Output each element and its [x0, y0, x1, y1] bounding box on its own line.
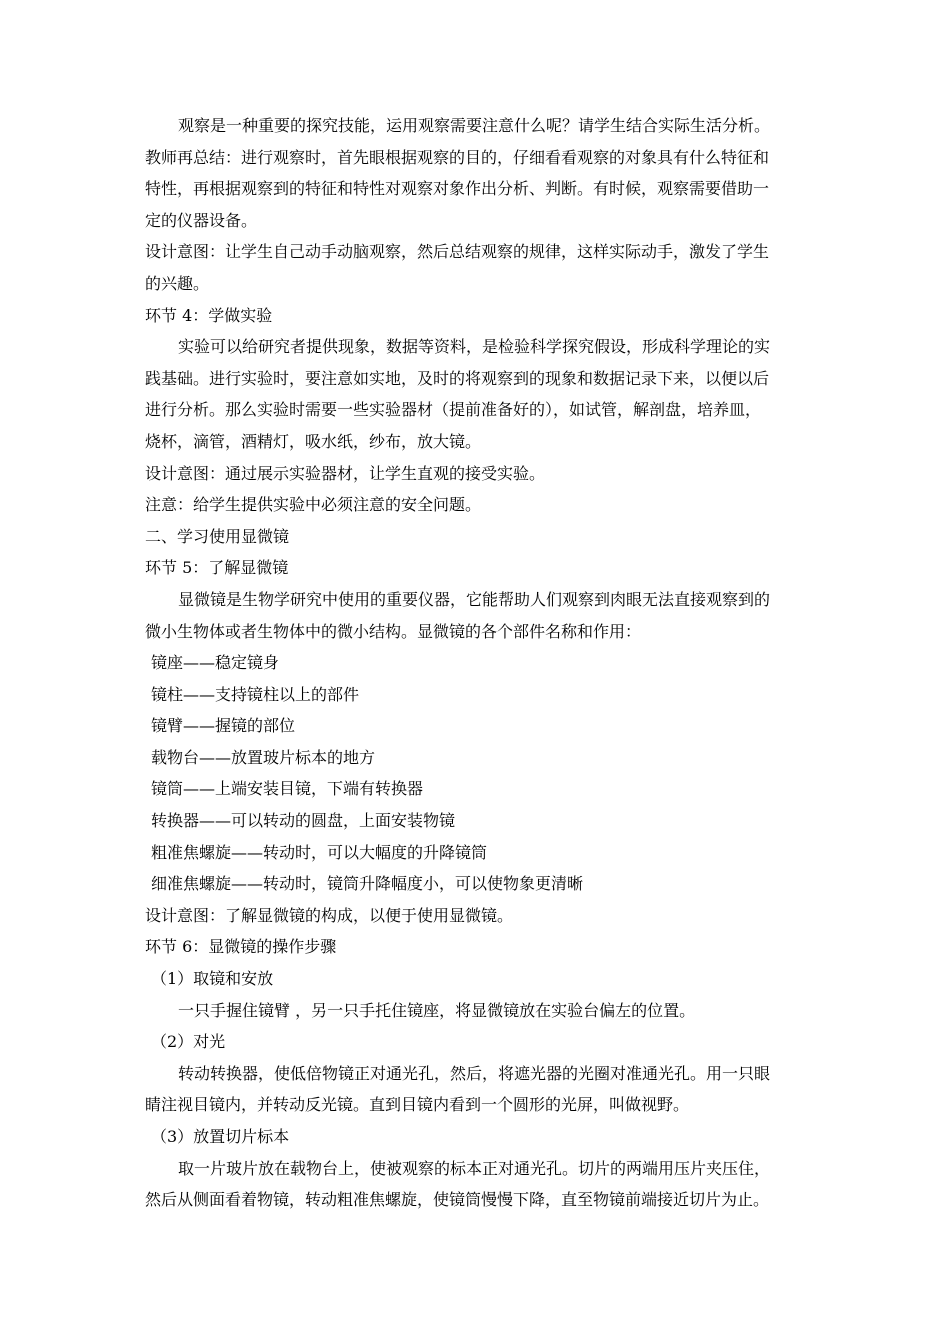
text-line: 微小生物体或者生物体中的微小结构。显微镜的各个部件名称和作用：: [145, 621, 642, 641]
text-line: 注意：给学生提供实验中必须注意的安全问题。: [145, 495, 482, 515]
text-line: 观察是一种重要的探究技能，运用观察需要注意什么呢？请学生结合实际生活分析。: [178, 116, 771, 135]
text-line: 设计意图：了解显微镜的构成，以便于使用显微镜。: [145, 905, 514, 925]
text-line: 然后从侧面看着物镜，转动粗准焦螺旋，使镜筒慢慢下降，直至物镜前端接近切片为止。: [145, 1190, 770, 1210]
text-line: 践基础。进行实验时，要注意如实地，及时的将观察到的现象和数据记录下来，以便以后: [145, 368, 770, 388]
text-line: 环节 6：显微镜的操作步骤: [145, 937, 337, 957]
text-line: 粗准焦螺旋——转动时，可以大幅度的升降镜筒: [151, 842, 488, 862]
text-line: 教师再总结：进行观察时，首先眼根据观察的目的，仔细看看观察的对象具有什么特征和: [145, 147, 770, 167]
text-line: （3）放置切片标本: [151, 1127, 290, 1146]
text-line: 载物台——放置玻片标本的地方: [151, 747, 376, 767]
text-line: 细准焦螺旋——转动时，镜筒升降幅度小，可以使物象更清晰: [151, 874, 584, 894]
text-line: 特性，再根据观察到的特征和特性对观察对象作出分析、判断。有时候，观察需要借助一: [145, 179, 770, 199]
text-line: 的兴趣。: [145, 273, 210, 293]
text-line: 环节 5：了解显微镜: [145, 558, 289, 578]
document-body: [145, 110, 805, 1216]
text-line: 转换器——可以转动的圆盘，上面安装物镜: [151, 811, 456, 831]
text-line: 取一片玻片放在载物台上，使被观察的标本正对通光孔。切片的两端用压片夹压住，: [178, 1158, 771, 1178]
text-line: （1）取镜和安放: [151, 969, 274, 989]
text-line: （2）对光: [151, 1032, 226, 1052]
text-line: 睛注视目镜内，并转动反光镜。直到目镜内看到一个圆形的光屏，叫做视野。: [145, 1095, 690, 1115]
text-line: 二、学习使用显微镜: [145, 526, 290, 546]
text-line: 设计意图：让学生自己动手动脑观察，然后总结观察的规律，这样实际动手，激发了学生: [145, 242, 770, 262]
text-line: 定的仪器设备。: [145, 210, 258, 230]
text-line: 烧杯，滴管，酒精灯，吸水纸，纱布，放大镜。: [145, 431, 482, 451]
text-line: 一只手握住镜臂 ，另一只手托住镜座，将显微镜放在实验台偏左的位置。: [178, 1000, 696, 1020]
text-line: 环节 4：学做实验: [145, 305, 273, 325]
text-line: 镜柱——支持镜柱以上的部件: [151, 684, 360, 704]
text-line: 转动转换器，使低倍物镜正对通光孔，然后，将遮光器的光圈对准通光孔。用一只眼: [178, 1063, 771, 1083]
text-line: 实验可以给研究者提供现象，数据等资料，是检验科学探究假设，形成科学理论的实: [178, 337, 771, 357]
text-line: 显微镜是生物学研究中使用的重要仪器，它能帮助人们观察到肉眼无法直接观察到的: [178, 589, 771, 609]
text-line: 进行分析。那么实验时需要一些实验器材（提前准备好的），如试管，解剖盘，培养皿，: [145, 400, 762, 420]
text-line: 镜臂——握镜的部位: [151, 716, 296, 736]
text-line: 镜座——稳定镜身: [151, 653, 280, 673]
text-line: 设计意图：通过展示实验器材，让学生直观的接受实验。: [145, 463, 546, 483]
text-line: 镜筒——上端安装目镜，下端有转换器: [151, 779, 424, 799]
